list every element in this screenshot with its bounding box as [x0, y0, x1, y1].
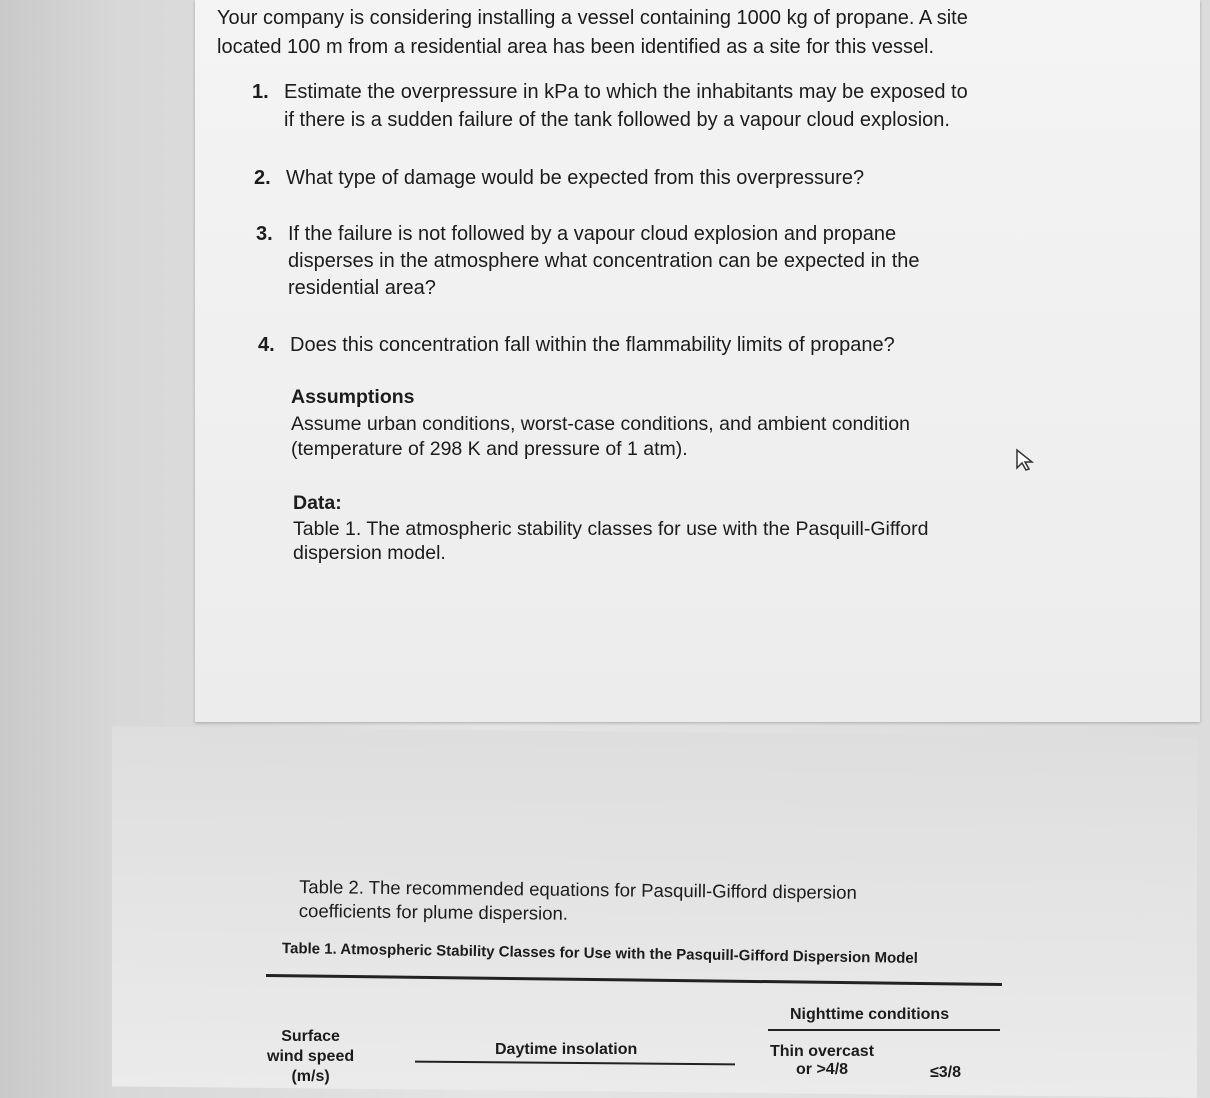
data-section: [293, 490, 929, 564]
intro-line: located 100 m from a residential area has been identified as a site for this vessel.: [217, 36, 935, 58]
question-4: [258, 331, 895, 359]
data-text: dispersion model.: [293, 542, 446, 564]
question-3: [256, 221, 920, 302]
question-text: if there is a sudden failure of the tank followed by a vapour cloud explosion.: [284, 109, 950, 131]
col-thin-overcast: [770, 1043, 874, 1079]
question-text: Does this concentration fall within the flammability limits of propane?: [290, 334, 895, 356]
mouse-cursor-icon: [1015, 448, 1037, 472]
intro-paragraph: [217, 4, 968, 62]
question-number: 3.: [256, 223, 273, 245]
question-text: Estimate the overpressure in kPa to which the inhabitants may be exposed to: [284, 81, 968, 103]
nighttime-rule: [768, 1029, 1000, 1031]
question-text: disperses in the atmosphere what concentration can be expected in the: [288, 250, 920, 272]
header-line: (m/s): [291, 1068, 330, 1085]
caption-line: Table 2. The recommended equations for Pasquill-Gifford dispersion: [299, 876, 857, 903]
question-number: 2.: [254, 167, 271, 189]
question-1: [252, 78, 968, 134]
data-heading: Data:: [293, 492, 342, 514]
assumptions-text: (temperature of 298 K and pressure of 1 atm).: [291, 438, 688, 460]
data-text: Table 1. The atmospheric stability classes for use with the Pasquill-Gifford: [293, 518, 929, 540]
header-line: Surface: [281, 1028, 340, 1045]
col-daytime-insolation: Daytime insolation: [495, 1041, 638, 1058]
assumptions-section: [291, 384, 910, 460]
question-2: [254, 164, 864, 192]
assumptions-text: Assume urban conditions, worst-case conditions, and ambient condition: [291, 413, 910, 435]
question-text: What type of damage would be expected from this overpressure?: [286, 167, 865, 189]
question-text: If the failure is not followed by a vapour cloud explosion and propane: [288, 223, 897, 245]
intro-line: Your company is considering installing a vessel containing 1000 kg of propane. A site: [217, 7, 968, 29]
table2-caption: [299, 875, 857, 929]
caption-line: coefficients for plume dispersion.: [298, 899, 569, 924]
header-line: Thin overcast: [770, 1043, 875, 1060]
question-text: residential area?: [288, 277, 436, 299]
header-line: or >4/8: [796, 1061, 849, 1078]
col-nighttime-conditions: Nighttime conditions: [790, 1006, 950, 1023]
question-number: 1.: [252, 81, 269, 103]
col-clear-sky: ≤3/8: [930, 1064, 962, 1081]
assumptions-heading: Assumptions: [291, 386, 415, 408]
table1-title: Table 1. Atmospheric Stability Classes for Use with the Pasquill-Gifford Dispersion Model: [281, 940, 919, 967]
header-line: wind speed: [267, 1048, 355, 1065]
question-number: 4.: [258, 334, 275, 356]
col-surface-wind-speed: [267, 1027, 354, 1087]
